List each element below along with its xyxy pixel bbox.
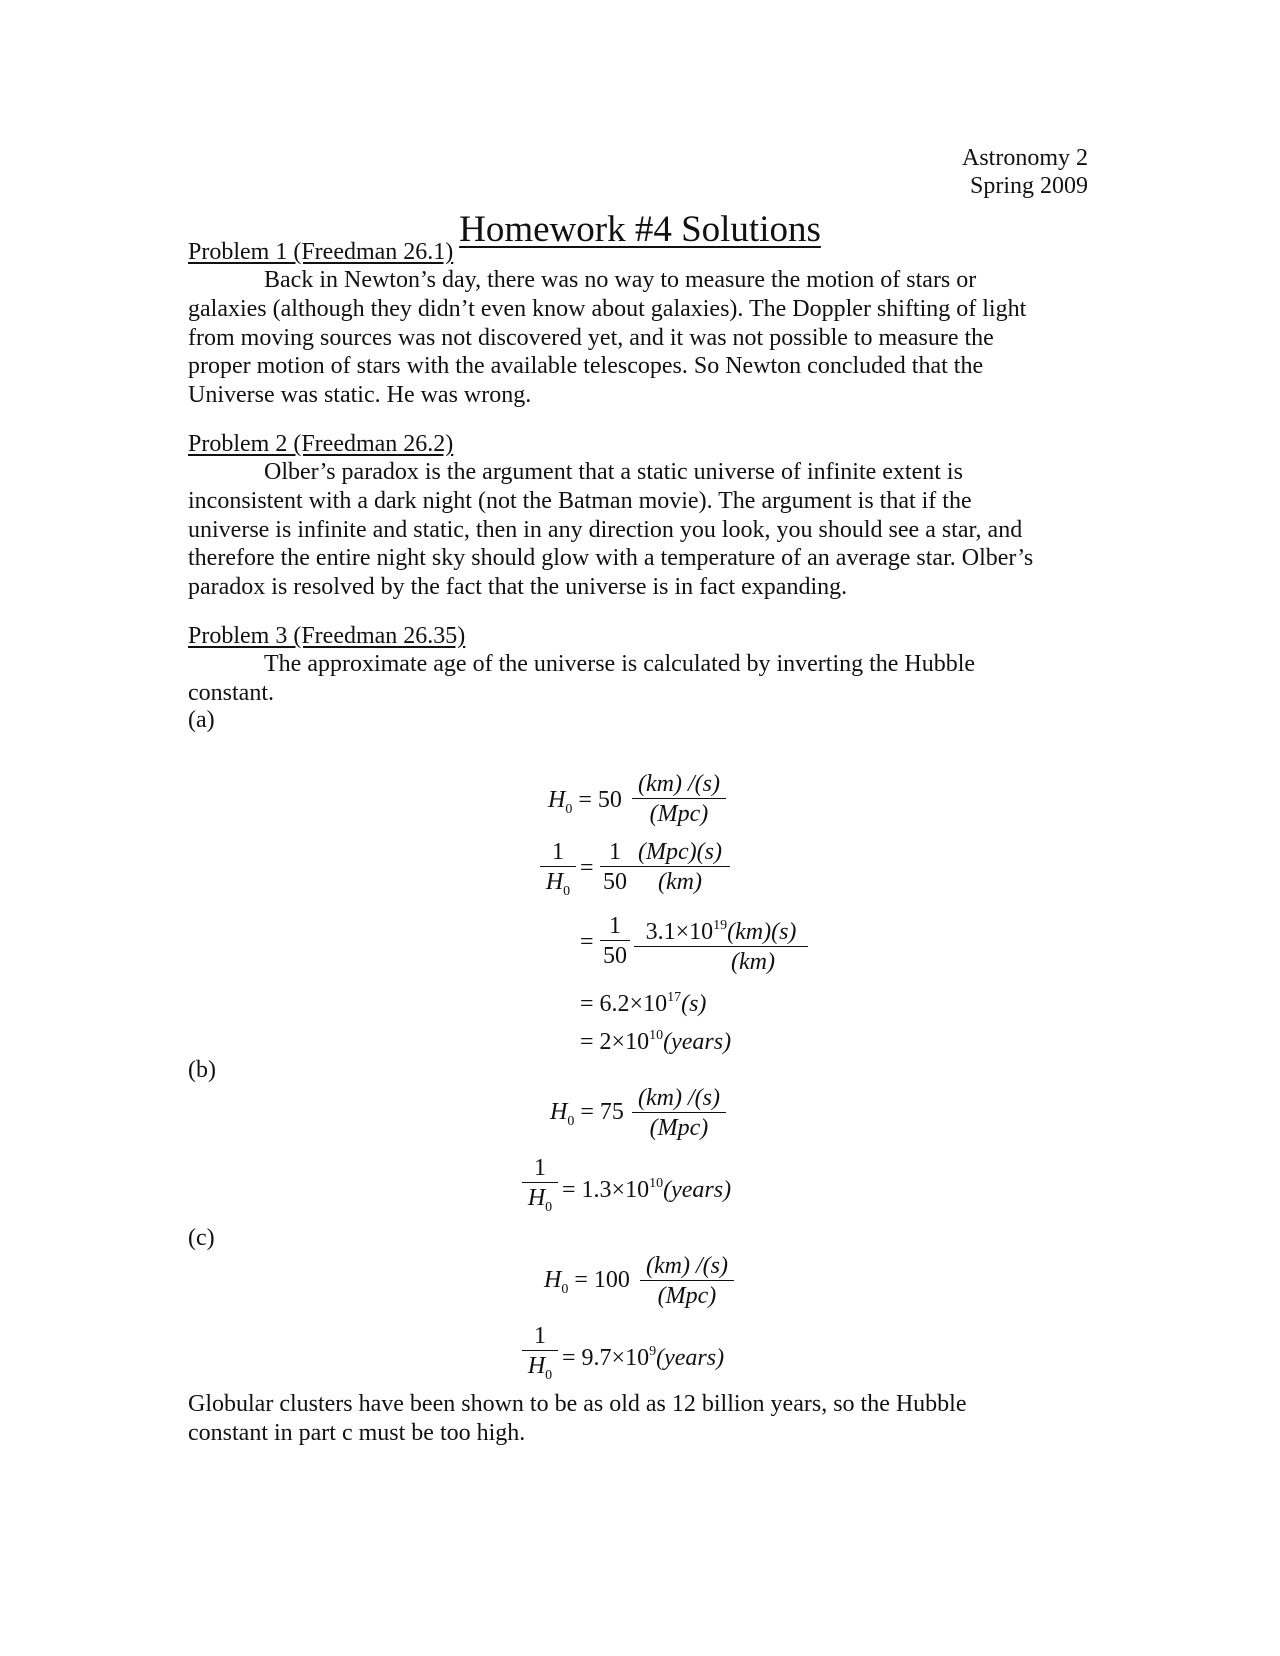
problem-2-heading: Problem 2 (Freedman 26.2)	[188, 431, 454, 457]
eq-b1-lhs: $H_0 = 75$	[550, 1099, 624, 1129]
course-name: Astronomy 2	[962, 145, 1088, 171]
eq-a3-value-fraction: $3.1\times 10^{19}(km)(s)$ (km)	[634, 912, 808, 977]
problem-2-text: Olber’s paradox is the argument that a static universe of infinite extent is inconsistent with a dark night (not the Batman movie). The argument is that if the universe is infinite and static, then in any direction you look, you should see a star, and therefore the entire night sky should glow with a temperature of an average star. Olber’s paradox is resolved by the fact that the universe is in fact expanding.	[188, 459, 1034, 601]
eq-a2-lhs-fraction: 1 $H_0$	[540, 838, 576, 907]
eq-b1-fraction: (km) /(s) (Mpc)	[632, 1084, 726, 1143]
problem-1-text: Back in Newton’s day, there was no way to measure the motion of stars or galaxies (although they didn’t even know about galaxies). The Doppler shifting of light from moving sources was not discovered yet, and it was not possible to measure the proper motion of stars with the available telescopes. So Newton concluded that the Universe was static. He was wrong.	[188, 267, 1027, 409]
part-b-label: (b)	[188, 1057, 216, 1083]
eq-a1-lhs: $H_0 = 50$	[548, 787, 622, 817]
eq-c1-fraction: (km) /(s) (Mpc)	[640, 1252, 734, 1311]
eq-a3-equals: =	[580, 929, 594, 955]
eq-a2-unit-fraction: (Mpc)(s) (km)	[630, 838, 730, 897]
problem-1-heading: Problem 1 (Freedman 26.1)	[188, 239, 454, 265]
eq-b2-lhs-fraction: 1 $H_0$	[522, 1154, 558, 1223]
problem-3-text: The approximate age of the universe is calculated by inverting the Hubble constant.	[188, 651, 976, 706]
eq-b2-result: = $1.3\times 10^{10}(years)$	[562, 1176, 732, 1203]
conclusion-text: Globular clusters have been shown to be as old as 12 billion years, so the Hubble constant in part c must be too high.	[188, 1391, 967, 1446]
eq-a4-result-seconds: = $6.2\times 10^{17}(s)$	[580, 990, 707, 1017]
eq-c2-result: = $9.7\times 10^9(years)$	[562, 1344, 725, 1371]
eq-c2-lhs-fraction: 1 $H_0$	[522, 1322, 558, 1391]
eq-a2-equals: =	[580, 855, 594, 881]
part-a-label: (a)	[188, 707, 215, 733]
eq-a2-const-fraction: 1 50	[600, 838, 630, 897]
eq-c1-lhs: $H_0 = 100$	[544, 1267, 630, 1297]
eq-a5-result-years: = $2\times 10^{10}(years)$	[580, 1028, 732, 1055]
eq-a1-fraction: (km) /(s) (Mpc)	[632, 770, 726, 829]
problem-3-heading: Problem 3 (Freedman 26.35)	[188, 623, 466, 649]
course-term: Spring 2009	[969, 173, 1088, 199]
page-title: Homework #4 Solutions	[459, 209, 821, 250]
part-c-label: (c)	[188, 1225, 215, 1251]
eq-a3-const-fraction: 1 50	[600, 912, 630, 971]
